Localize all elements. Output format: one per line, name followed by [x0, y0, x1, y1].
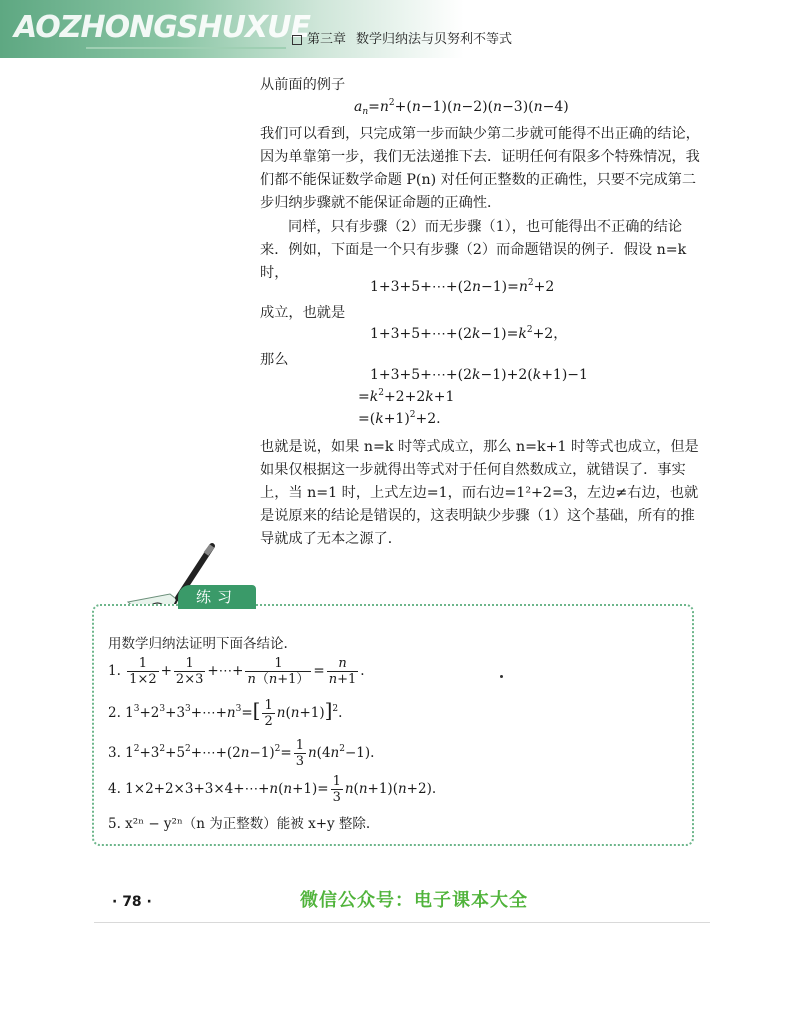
paragraph-then: 那么: [260, 352, 289, 368]
exercise-item-5: 5. x²ⁿ − y²ⁿ（n 为正整数）能被 x+y 整除.: [108, 816, 371, 832]
stray-dot: [500, 675, 503, 678]
paragraph-conclusion: 也就是说，如果 n=k 时等式成立，那么 n=k+1 时等式也成立，但是如果仅根据这一步就得出等式对于任何自然数成立，就错误了．事实上，当 n=1 时，上式左边=1，而右边=1²+2=3，左边≠右边，也就是说原来的结论是错误的，这表明缺少步骤（1）这个基础，所有的推导就成了无本之源了．: [260, 439, 699, 547]
page-header: [0, 0, 800, 58]
paragraph-intro: 从前面的例子: [260, 77, 346, 93]
exercise-tab: 练习: [178, 585, 256, 609]
chapter-title: 数学归纳法与贝努利不等式: [356, 32, 513, 47]
exercise-item-4: 4. 1×2+2×3+3×4+⋯+n(n+1)= $\frac{1}{3}$ n(n+1)(n+2).: [108, 774, 437, 805]
exercise-intro: 用数学归纳法证明下面各结论.: [108, 636, 288, 652]
formula-an: $a_n=n^2+(n-1)(n-2)(n-3)(n-4)$: [354, 98, 569, 117]
page-number: · 78 ·: [112, 894, 152, 910]
header-rule: [86, 47, 286, 49]
formula-step-1: 1+3+5+⋯+(2k−1)+2(k+1)−1: [370, 367, 588, 383]
header-decoration-text: AOZHONGSHUXUE: [14, 10, 310, 45]
watermark-text: 微信公众号：电子课本大全: [300, 890, 528, 911]
formula-step-2: $=k^2+2+2k+1$: [358, 388, 455, 405]
exercise-item-3: 3. $1^2+3^2+5^2+\cdots+(2n-1)^2=$ $\frac{1}{3}$ $n(4n^2-1)$.: [108, 738, 375, 769]
paragraph-holds: 成立，也就是: [260, 305, 346, 321]
formula-step-3: $=(k+1)^2+2$.: [358, 410, 441, 427]
formula-assumption: $1+3+5+\cdots+(2n-1)=n^2+2$: [370, 278, 555, 295]
square-bullet-icon: [292, 35, 302, 45]
chapter-heading: [292, 28, 512, 47]
paragraph-example: 同样，只有步骤（2）而无步骤（1），也可能得出不正确的结论来．例如，下面是一个只有步骤（2）而命题错误的例子．假设 n=k 时，: [260, 219, 691, 281]
footer-rule: [94, 922, 710, 923]
exercise-item-2: 2. $1^3+2^3+3^3+\cdots+n^3=$[ $\frac{1}{2}$ n(n+1)]$^2$.: [108, 698, 343, 729]
paragraph-explanation: 我们可以看到，只完成第一步而缺少第二步就可能得不出正确的结论，因为单靠第一步，我们无法递推下去．证明任何有限多个特殊情况，我们都不能保证数学命题 P(n) 对任何正整数的正确性，只要不完成第二步归纳步骤就不能保证命题的正确性．: [260, 126, 700, 211]
exercise-item-1: 1. $\frac{1}{1\times 2}$ + $\frac{1}{2\times 3}$ +⋯+ $\frac{1}{n(n+1)}$ = $\frac{n}{n+1}$ .: [108, 656, 365, 687]
formula-k: $1+3+5+\cdots+(2k-1)=k^2+2$，: [370, 325, 568, 342]
chapter-number: 第三章: [307, 32, 347, 47]
